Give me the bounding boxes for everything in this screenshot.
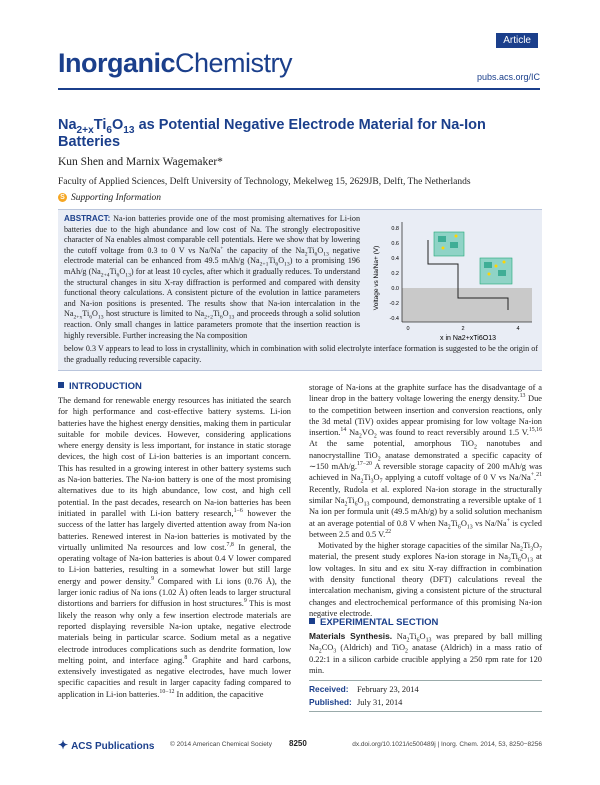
abstract-text: ABSTRACT: Na-ion batteries provide one of the most promising alternatives for Li-ion batteries due to the high abundance and low cost of Na. The strongly electropositive character of Na enables almost comparable cell potentials. Here we show that by lowering the cutoff voltage from 0.3 to 0 V vs Na/Na+ the capacity of the $Na_2Ti_6O_{13}$ negative electrode material can be enhanced from 49.5 mAh/g $(Na_{2+1}Ti_6O_{13})$ to a promising 196 mAh/g $(Na_{2+4}Ti_6O_{13})$ for at least 10 cycles, after which it gradually reduces. To understand the structural changes in situ X-ray diffraction is performed and compared with density functional theory calculations. A consistent picture of the evolution in lattice parameters and Na-ion positions is presented. The results show that Na-ion intercalation in the $Na_{2+x}Ti_6O_{13}$ host structure is limited to $Na_{2+2}Ti_6O_{13}$ and proceeds through a solid solution reaction. Only small changes in lattice parameters promote that the insertion reaction is highly reversible. Further increasing the Na composition xyxy=(64,214,361,340)
journal-name-part1: Inorganic xyxy=(58,48,176,78)
x-tick-labels xyxy=(406,326,519,332)
acs-publications-logo[interactable] xyxy=(58,738,154,752)
section-bullet-icon xyxy=(309,618,315,624)
x-tick-label: 2 xyxy=(461,326,465,332)
article-dates xyxy=(309,680,542,712)
copyright: © 2014 American Chemical Society xyxy=(170,741,272,748)
supporting-info-icon: S xyxy=(58,193,67,202)
y-tick-label: -0.2 xyxy=(389,301,399,307)
crystal-structure-2 xyxy=(480,258,512,284)
x-tick-label: 4 xyxy=(516,326,520,332)
section-heading-experimental xyxy=(309,617,438,628)
supporting-information-link[interactable] xyxy=(58,193,161,203)
affiliation: Faculty of Applied Sciences, Delft University of Technology, Mekelweg 15, 2629JB, Delft, The Netherlands xyxy=(58,177,471,187)
doi-citation[interactable]: dx.doi.org/10.1021/ic500489j | Inorg. Chem. 2014, 53, 8250−8256 xyxy=(352,741,542,748)
y-axis-label: Voltage vs Na/Na+ (V) xyxy=(373,245,380,311)
section-heading-label: EXPERIMENTAL SECTION xyxy=(320,617,439,628)
received-row xyxy=(309,683,542,696)
section-heading-label: INTRODUCTION xyxy=(69,381,142,392)
x-tick-label: 0 xyxy=(406,326,410,332)
section-bullet-icon xyxy=(58,382,64,388)
published-label: Published: xyxy=(309,697,352,707)
y-tick-label: 0.8 xyxy=(391,226,399,232)
publisher-name: ACS Publications xyxy=(71,741,155,752)
page-number: 8250 xyxy=(289,739,307,748)
y-tick-label: 0.0 xyxy=(391,286,399,292)
received-date: February 23, 2014 xyxy=(357,685,419,694)
journal-logo xyxy=(58,48,292,79)
section-heading-introduction xyxy=(58,381,142,392)
supporting-info-label: Supporting Information xyxy=(71,193,161,203)
published-date: July 31, 2014 xyxy=(357,698,403,707)
intro-text-continued: storage of Na-ions at the graphite surface has the disadvantage of a linear drop in the battery voltage lowering the energy density.$^{13}$ Due to the competition between insertion and conversion reactions, only the 3d metal (TiV) oxides appear promising for low voltage Na-ion insertion.$^{14}$ $Na_2VO_2$ was found to react reversibly around 1.5 V.$^{15,16}$ At the same potential, amorphous TiO$_2$ nanotubes and nanocrystalline TiO$_2$ anatase demonstrated a specific capacity of ∼150 mAh/g.$^{17-20}$ A reversible storage capacity of 200 mAh/g was achieved in $Na_2Ti_3O_7$ applying a cutoff voltage of 0 V vs Na/Na+.$^{21}$ Recently, Rudola et al. explored Na-ion storage in the structurally similar $Na_2Ti_6O_{13}$ compound, demonstrating a reversible uptake of 1 Na ion per formula unit (49.5 mAh/g) by a solid solution mechanism at an average potential of 0.8 V when $Na_2Ti_6O_{13}$ vs Na/Na+ is cycled between 2.5 and 0.5 V.$^{22}$ Motivated by the higher storage capacities of the similar $Na_2Ti_3O_7$ material, the present study explores Na-ion storage in $Na_2Ti_6O_{13}$ at low voltages. In situ and ex situ X-ray diffraction in combination with density functional theory (DFT) calculations reveal the intercalation mechanism, giving a consistent picture of the structural changes and electrochemical performance of this promising Na-ion negative electrode. xyxy=(309,383,543,618)
journal-url[interactable]: pubs.acs.org/IC xyxy=(476,72,540,82)
low-voltage-band xyxy=(402,288,532,322)
y-tick-label: 0.4 xyxy=(391,256,399,262)
x-axis-label: x in Na2+xTi6O13 xyxy=(440,335,496,342)
abstract-label: ABSTRACT: xyxy=(64,214,111,223)
received-label: Received: xyxy=(309,684,349,694)
y-tick-label: 0.2 xyxy=(391,271,399,277)
paper-title: $Na_{2+x}Ti_6O_{13}$ as Potential Negative Electrode Material for Na-Ion Batteries xyxy=(58,117,486,150)
abstract-tail: below 0.3 V appears to lead to loss in crystallinity, which in combination with solid electrolyte interface formation is suggested to be the origin of the gradually reducing reversible capacity. xyxy=(64,344,538,364)
subsection-lead: Materials Synthesis. xyxy=(309,631,393,641)
y-tick-label: 0.6 xyxy=(391,241,399,247)
toc-graphic xyxy=(368,218,538,344)
experimental-text: Materials Synthesis. $Na_2Ti_6O_{13}$ was prepared by ball milling $Na_2CO_3$ (Aldrich) and TiO$_2$ anatase (Aldrich) in a mass ratio of 0.22:1 in a silicon carbide crucible applying a 250 rpm rate for 120 min. xyxy=(309,631,543,675)
header-rule xyxy=(58,88,540,90)
intro-text: The demand for renewable energy resources has initiated the search for high performance and cost-effective battery systems. Li-ion batteries have the highest energy densities, making them in particular suitable for mobile devices. However, considering applications where energy density is less important, for instance in static storage devices, the high cost of Li-ion batteries is an important concern. This has resulted in a growing interest in other battery systems such as Na-ion batteries. The Na-ion battery is one of the most promising alternatives due to its high abundance, low cost, and high cell potential. In the past decades, research on Na-ion batteries has been initiated in parallel with Li-ion battery research,$^{1-6}$ however the success of the latter has largely diverted attention away from Na-ion batteries. Renewed interest in Na-ion batteries is motivated by the virtually unlimited Na resources and low cost.$^{7,8}$ In general, the operating voltage of Na-ion batteries is about 0.4 V lower compared to Li-ion batteries, resulting in a somewhat lower but still large energy and power density.$^9$ Compared with Li ions (0.76 Å), the larger ionic radius of Na ions (1.02 Å) often leads to larger structural distortions and barriers for diffusion in host structures.$^9$ This is most likely the reason why only a few insertion electrode materials are reported displaying reversible Na-ion uptake, negative electrode materials being in particular scarce. Sodium metal as a negative electrode introduces complications such as dendrite formation, low melting point, and interface aging.$^8$ Graphite and hard carbons, extensively investigated as negative electrodes, have much lower specific capacities and result in larger capacity fading compared to application in Li-ion batteries.$^{10-12}$ In addition, the capacitive xyxy=(58,396,291,699)
authors: Kun Shen and Marnix Wagemaker* xyxy=(58,156,223,168)
article-type-tag: Article xyxy=(496,33,538,48)
y-tick-labels xyxy=(390,226,399,322)
y-tick-label: -0.4 xyxy=(389,316,399,322)
published-row xyxy=(309,696,542,709)
journal-name-part2: Chemistry xyxy=(175,48,293,78)
crystal-structure-1 xyxy=(434,232,464,256)
acs-logo-icon: ✦ xyxy=(58,738,69,752)
